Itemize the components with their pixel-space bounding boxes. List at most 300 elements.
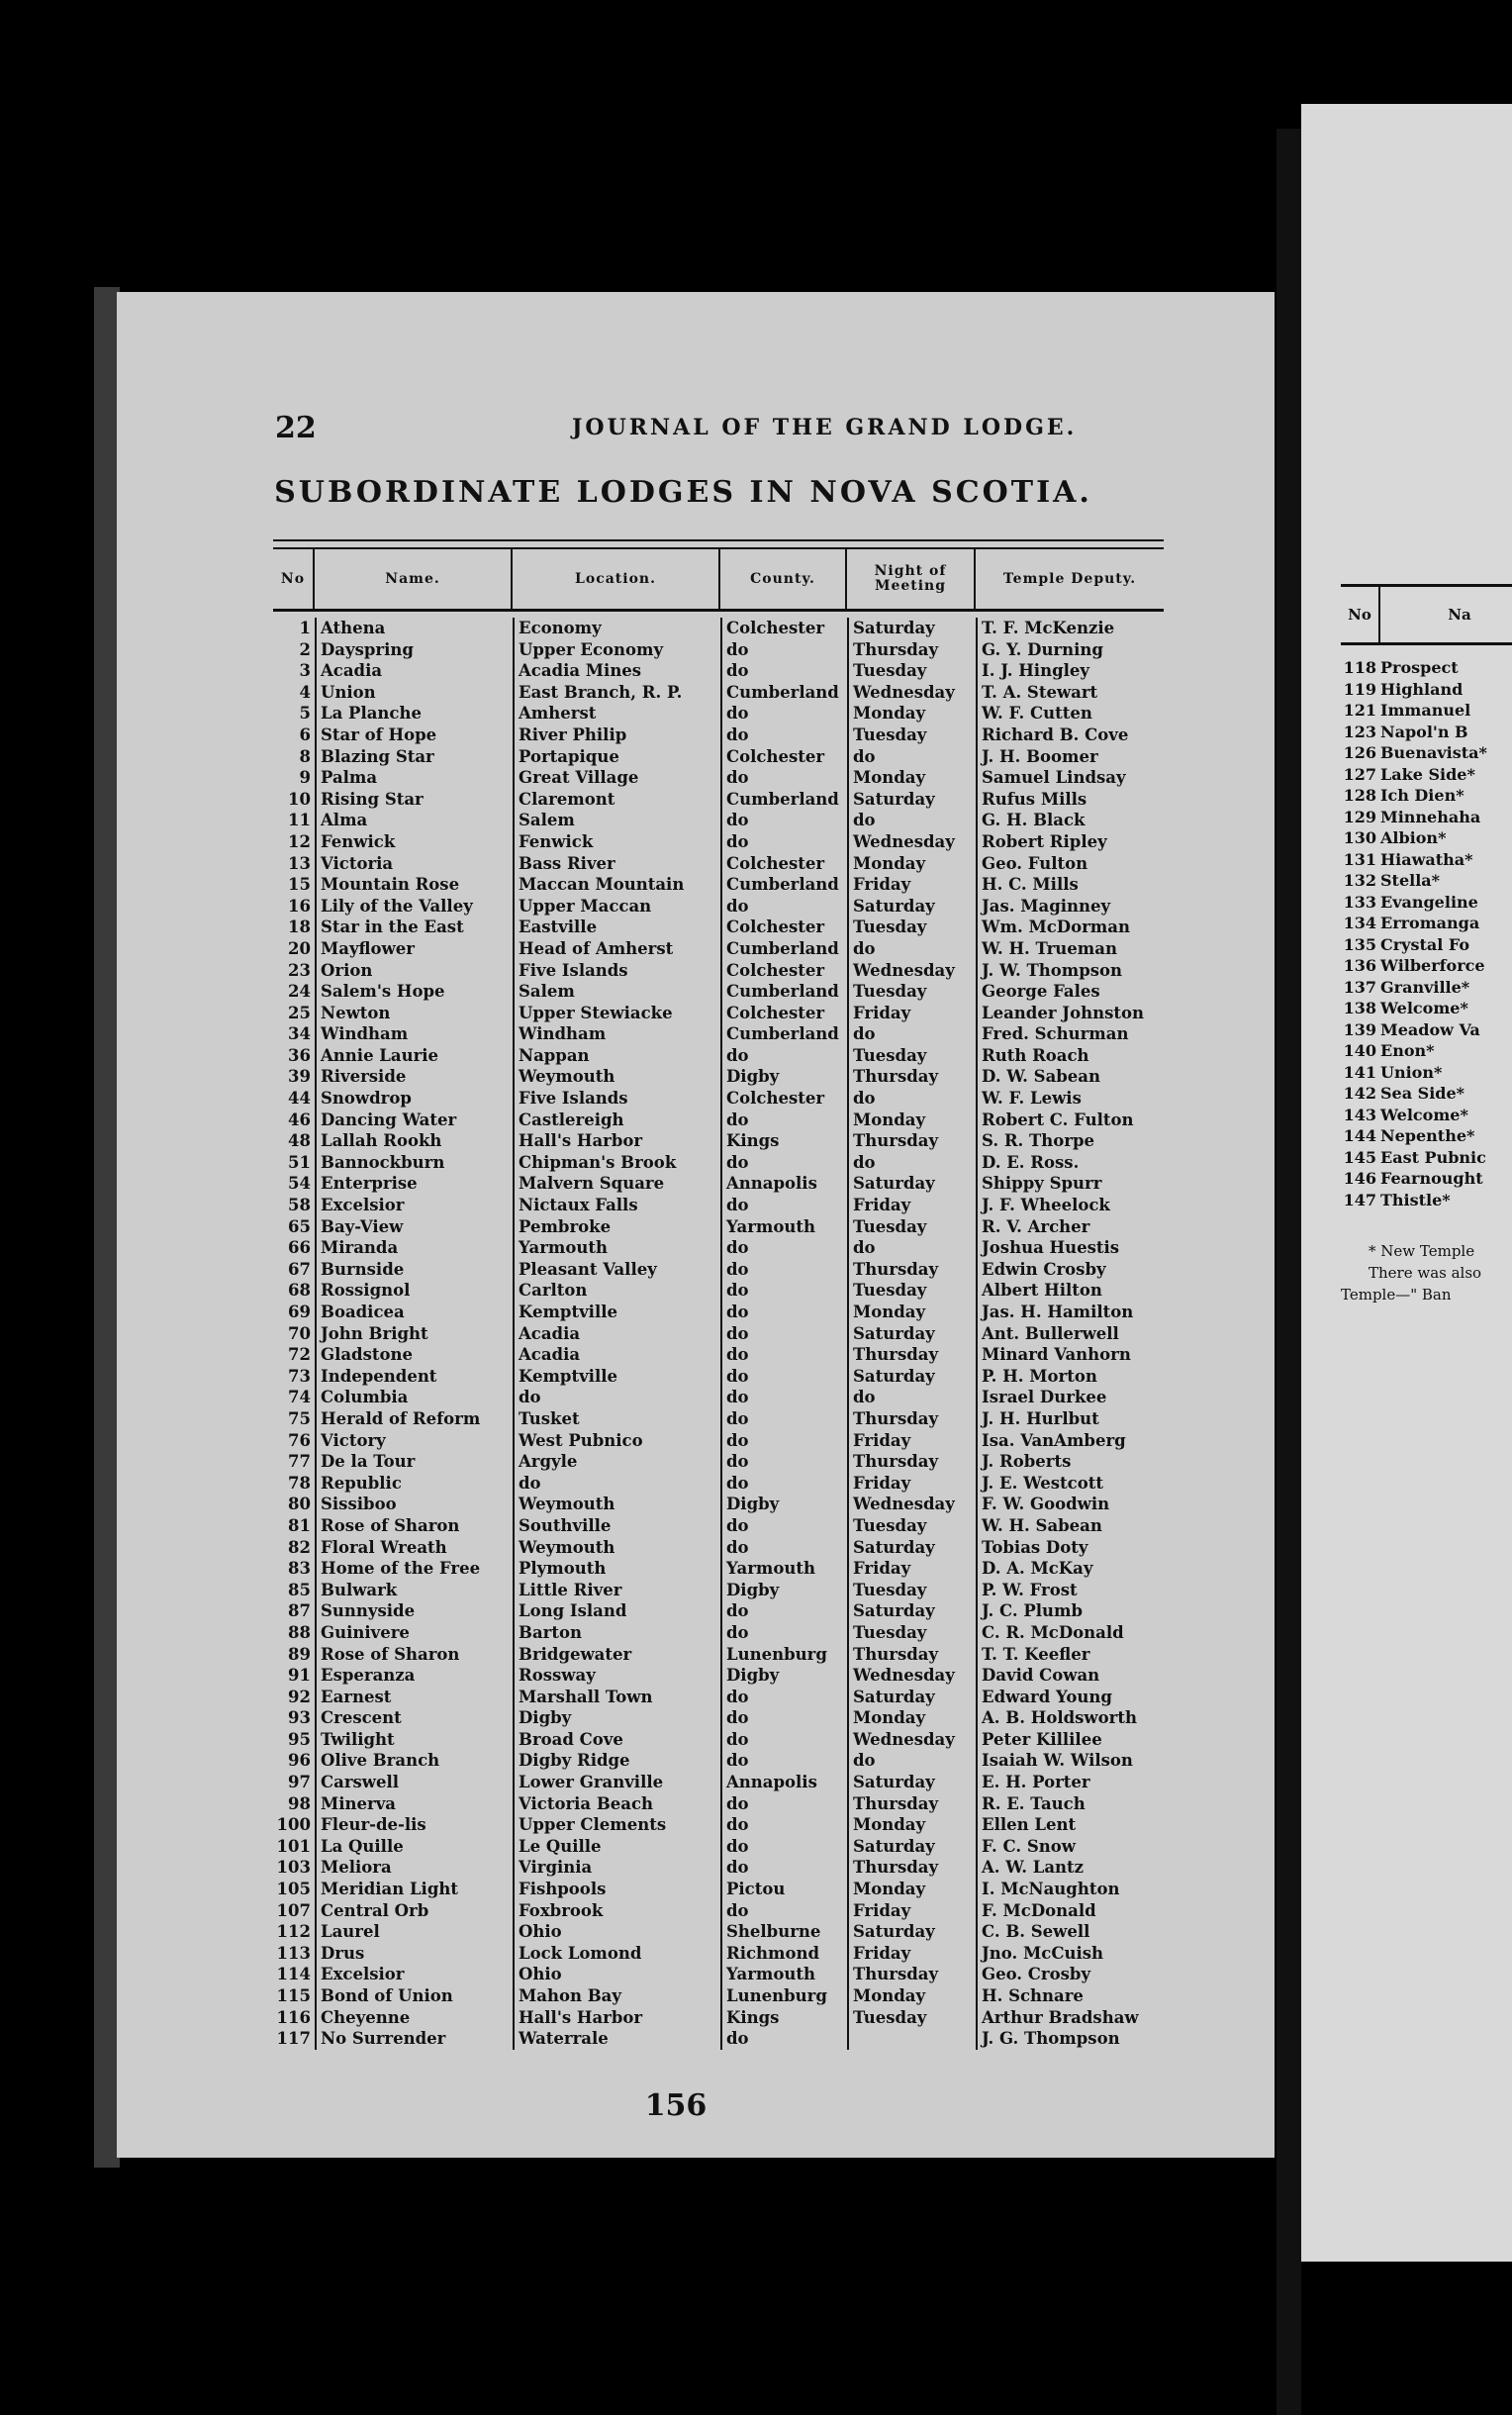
- facing-lodge-number: 127: [1343, 764, 1376, 784]
- meeting-night: Wednesday: [853, 1666, 955, 1686]
- lodge-number: 85: [288, 1580, 311, 1599]
- lodge-county: do: [726, 1515, 749, 1535]
- lodge-location: Pembroke: [519, 1216, 612, 1236]
- table-row: [273, 746, 1164, 768]
- column-divider: [847, 618, 849, 2050]
- lodge-name: Herald of Reform: [321, 1408, 481, 1428]
- lodge-location: Upper Economy: [519, 639, 664, 659]
- table-row: [273, 1302, 1164, 1323]
- facing-lodge-name: Crystal Fo: [1380, 934, 1470, 954]
- facing-lodge-number: 118: [1343, 658, 1376, 677]
- facing-lodge-number: 144: [1343, 1126, 1376, 1145]
- facing-lodge-name: Meadow Va: [1380, 1019, 1480, 1039]
- lodge-number: 44: [288, 1089, 311, 1109]
- lodge-county: do: [726, 1815, 749, 1835]
- facing-note: * New Temple: [1369, 1242, 1475, 1260]
- lodge-county: do: [726, 704, 749, 724]
- lodge-location: Upper Stewiacke: [519, 1003, 673, 1022]
- lodge-county: do: [726, 1366, 749, 1386]
- temple-deputy: Tobias Doty: [982, 1537, 1088, 1557]
- lodge-number: 54: [288, 1174, 311, 1194]
- table-row: [273, 767, 1164, 789]
- lodge-county: Kings: [726, 1131, 780, 1151]
- lodge-location: Rossway: [519, 1666, 596, 1686]
- lodge-location: Economy: [519, 619, 602, 637]
- lodge-county: Cumberland: [726, 875, 839, 895]
- lodge-location: Carlton: [519, 1281, 588, 1301]
- meeting-night: Saturday: [853, 1601, 935, 1621]
- facing-lodge-number: 131: [1343, 849, 1376, 869]
- lodge-location: Ohio: [519, 1922, 562, 1942]
- column-divider: [513, 618, 515, 2050]
- lodge-county: do: [726, 724, 749, 744]
- facing-header-name: Na: [1448, 606, 1471, 624]
- lodge-location: Weymouth: [519, 1067, 615, 1087]
- temple-deputy: David Cowan: [982, 1666, 1100, 1686]
- lodge-name: De la Tour: [321, 1452, 416, 1472]
- temple-deputy: E. H. Porter: [982, 1773, 1090, 1792]
- table-row: [273, 682, 1164, 704]
- lodge-name: Esperanza: [321, 1666, 416, 1686]
- table-row: [273, 1558, 1164, 1580]
- lodge-name: Carswell: [321, 1773, 400, 1792]
- lodge-name: Lily of the Valley: [321, 896, 473, 916]
- lodge-name: Rose of Sharon: [321, 1515, 460, 1535]
- lodge-county: Lunenburg: [726, 1986, 827, 2005]
- lodge-location: Argyle: [519, 1452, 578, 1472]
- facing-lodge-number: 138: [1343, 999, 1376, 1017]
- lodge-number: 83: [288, 1559, 311, 1579]
- lodge-location: Broad Cove: [519, 1729, 623, 1749]
- lodge-name: No Surrender: [321, 2029, 446, 2049]
- lodge-name: Mayflower: [321, 938, 415, 958]
- lodge-number: 13: [288, 853, 311, 873]
- facing-table-row: [1341, 1147, 1512, 1169]
- table-row: [273, 1451, 1164, 1473]
- lodge-number: 2: [299, 639, 311, 659]
- lodge-number: 9: [299, 768, 311, 788]
- meeting-night: Saturday: [853, 1773, 935, 1792]
- facing-table-row: [1341, 700, 1512, 722]
- facing-lodge-name: Prospect: [1380, 658, 1459, 677]
- temple-deputy: D. A. McKay: [982, 1559, 1093, 1579]
- facing-lodge-name: East Pubnic: [1380, 1147, 1486, 1167]
- table-row: [273, 660, 1164, 682]
- lodge-name: Gladstone: [321, 1345, 413, 1365]
- lodge-number: 116: [276, 2007, 311, 2027]
- lodge-number: 34: [288, 1024, 311, 1044]
- lodge-number: 78: [288, 1473, 311, 1493]
- lodge-county: Annapolis: [726, 1773, 817, 1792]
- lodge-name: Dayspring: [321, 639, 414, 659]
- table-row: [273, 1622, 1164, 1644]
- temple-deputy: D. W. Sabean: [982, 1067, 1100, 1087]
- lodge-number: 107: [276, 1900, 311, 1920]
- meeting-night: Tuesday: [853, 2007, 927, 2027]
- meeting-night: Thursday: [853, 1644, 939, 1664]
- lodge-number: 65: [288, 1216, 311, 1236]
- temple-deputy: J. G. Thompson: [982, 2029, 1120, 2049]
- lodge-name: Acadia: [321, 661, 383, 681]
- meeting-night: Monday: [853, 704, 926, 724]
- lodge-number: 36: [288, 1045, 311, 1065]
- facing-lodge-number: 146: [1343, 1169, 1376, 1188]
- lodge-number: 117: [276, 2029, 311, 2049]
- lodge-name: Cheyenne: [321, 2007, 411, 2027]
- page-number: 22: [275, 411, 317, 445]
- header-night: Night of Meeting: [847, 549, 976, 609]
- lodge-location: Long Island: [519, 1601, 627, 1621]
- running-title: JOURNAL OF THE GRAND LODGE.: [572, 415, 1078, 440]
- table-row: [273, 703, 1164, 724]
- table-row: [273, 1408, 1164, 1430]
- lodge-number: 68: [288, 1281, 311, 1301]
- table-row: [273, 831, 1164, 853]
- lodge-county: Digby: [726, 1580, 780, 1599]
- facing-table-row: [1341, 1105, 1512, 1126]
- facing-table-row: [1341, 934, 1512, 956]
- meeting-night: do: [853, 811, 876, 830]
- temple-deputy: A. W. Lantz: [982, 1858, 1085, 1878]
- table-row: [273, 1088, 1164, 1110]
- lodge-location: do: [519, 1473, 541, 1493]
- lodge-number: 16: [288, 896, 311, 916]
- lodge-number: 98: [288, 1793, 311, 1813]
- facing-lodge-name: Minnehaha: [1380, 807, 1481, 826]
- lodge-county: do: [726, 1836, 749, 1856]
- table-row: [273, 1857, 1164, 1879]
- lodge-name: Athena: [321, 619, 386, 637]
- lodge-number: 76: [288, 1430, 311, 1450]
- table-row: [273, 1580, 1164, 1601]
- lodge-location: Acadia Mines: [519, 661, 642, 681]
- facing-table-row: [1341, 977, 1512, 999]
- lodge-name: Burnside: [321, 1259, 405, 1279]
- lodge-number: 3: [299, 661, 311, 681]
- lodge-name: Star of Hope: [321, 724, 437, 744]
- lodge-location: Fishpools: [519, 1880, 607, 1899]
- meeting-night: Tuesday: [853, 918, 927, 937]
- lodge-county: Digby: [726, 1067, 780, 1087]
- facing-lodge-number: 121: [1343, 701, 1376, 720]
- temple-deputy: J. Roberts: [982, 1452, 1072, 1472]
- lodge-name: Riverside: [321, 1067, 407, 1087]
- lodge-number: 10: [288, 789, 311, 809]
- lodge-name: Blazing Star: [321, 746, 434, 766]
- facing-table-row: [1341, 955, 1512, 977]
- lodge-county: do: [726, 1281, 749, 1301]
- temple-deputy: A. B. Holdsworth: [982, 1708, 1137, 1728]
- temple-deputy: Edward Young: [982, 1687, 1112, 1706]
- table-top-rule: [273, 539, 1164, 549]
- table-row: [273, 639, 1164, 661]
- facing-table-row: [1341, 892, 1512, 914]
- meeting-night: do: [853, 1024, 876, 1044]
- temple-deputy: T. T. Keefler: [982, 1644, 1090, 1664]
- temple-deputy: R. E. Tauch: [982, 1793, 1086, 1813]
- meeting-night: Saturday: [853, 1687, 935, 1706]
- meeting-night: Saturday: [853, 1537, 935, 1557]
- facing-table: [1341, 584, 1512, 1305]
- lodge-location: Castlereigh: [519, 1110, 624, 1129]
- lodge-number: 70: [288, 1323, 311, 1343]
- facing-lodge-number: 141: [1343, 1062, 1376, 1082]
- meeting-night: Monday: [853, 768, 926, 788]
- table-row: [273, 1195, 1164, 1216]
- table-row: [273, 1216, 1164, 1238]
- lodge-county: do: [726, 1323, 749, 1343]
- lodge-location: Nappan: [519, 1045, 590, 1065]
- temple-deputy: T. F. McKenzie: [982, 619, 1115, 637]
- table-row: [273, 1045, 1164, 1067]
- meeting-night: Friday: [853, 1430, 911, 1450]
- facing-table-row: [1341, 1168, 1512, 1190]
- facing-table-row: [1341, 1125, 1512, 1147]
- table-row: [273, 917, 1164, 938]
- lodge-name: Twilight: [321, 1729, 395, 1749]
- meeting-night: do: [853, 938, 876, 958]
- lodge-name: Sunnyside: [321, 1601, 416, 1621]
- meeting-night: Tuesday: [853, 1281, 927, 1301]
- lodge-county: Cumberland: [726, 1024, 839, 1044]
- header-location: Location.: [513, 549, 720, 609]
- meeting-night: Wednesday: [853, 1495, 955, 1514]
- facing-lodge-number: 126: [1343, 743, 1376, 762]
- page-header: [275, 411, 1087, 450]
- table-row: [273, 1130, 1164, 1152]
- table-row: [273, 1750, 1164, 1772]
- facing-lodge-number: 128: [1343, 786, 1376, 805]
- lodge-number: 72: [288, 1345, 311, 1365]
- table-row: [273, 1344, 1164, 1366]
- meeting-night: Monday: [853, 853, 926, 873]
- facing-lodge-number: 139: [1343, 1019, 1376, 1039]
- facing-lodge-name: Buenavista*: [1380, 743, 1487, 762]
- lodge-name: Laurel: [321, 1922, 380, 1942]
- lodge-number: 80: [288, 1495, 311, 1514]
- lodge-name: Earnest: [321, 1687, 392, 1706]
- lodge-county: do: [726, 811, 749, 830]
- lodge-location: Tusket: [519, 1408, 580, 1428]
- facing-table-row: [1341, 785, 1512, 807]
- facing-lodge-number: 129: [1343, 807, 1376, 826]
- facing-lodge-name: Erromanga: [1380, 914, 1480, 932]
- table-row: [273, 2007, 1164, 2029]
- meeting-night: Thursday: [853, 1793, 939, 1813]
- table-title: SUBORDINATE LODGES IN NOVA SCOTIA.: [274, 475, 1092, 510]
- lodge-name: Republic: [321, 1473, 402, 1493]
- meeting-night: do: [853, 1751, 876, 1771]
- facing-lodge-name: Welcome*: [1380, 1105, 1468, 1124]
- table-row: [273, 938, 1164, 960]
- lodge-county: do: [726, 1473, 749, 1493]
- meeting-night: Wednesday: [853, 1729, 955, 1749]
- lodge-location: Waterrale: [519, 2029, 609, 2049]
- lodge-location: Windham: [519, 1024, 607, 1044]
- lodge-county: do: [726, 661, 749, 681]
- temple-deputy: Rufus Mills: [982, 789, 1087, 809]
- meeting-night: Saturday: [853, 1836, 935, 1856]
- meeting-night: do: [853, 1152, 876, 1172]
- lodge-county: do: [726, 1452, 749, 1472]
- lodge-county: do: [726, 639, 749, 659]
- lodge-name: Olive Branch: [321, 1751, 440, 1771]
- facing-table-row: [1341, 1019, 1512, 1041]
- temple-deputy: S. R. Thorpe: [982, 1131, 1095, 1151]
- lodge-name: Bulwark: [321, 1580, 398, 1599]
- facing-table-row: [1341, 657, 1512, 679]
- facing-lodge-name: Thistle*: [1380, 1190, 1451, 1209]
- lodge-county: Colchester: [726, 853, 825, 873]
- lodge-county: do: [726, 1858, 749, 1878]
- facing-lodge-number: 147: [1343, 1190, 1376, 1209]
- table-row: [273, 1836, 1164, 1858]
- lodge-name: Crescent: [321, 1708, 402, 1728]
- header-deputy: Temple Deputy.: [1002, 570, 1137, 587]
- table-row: [273, 1729, 1164, 1751]
- lodge-number: 8: [299, 746, 311, 766]
- table-row: [273, 1237, 1164, 1259]
- table-row: [273, 1921, 1164, 1943]
- table-row: [273, 1259, 1164, 1281]
- lodge-number: 24: [288, 982, 311, 1002]
- lodge-number: 95: [288, 1729, 311, 1749]
- facing-lodge-number: 133: [1343, 892, 1376, 912]
- meeting-night: Monday: [853, 1880, 926, 1899]
- header-county: County.: [720, 549, 847, 609]
- meeting-night: Tuesday: [853, 724, 927, 744]
- lodge-location: Kemptville: [519, 1303, 617, 1321]
- temple-deputy: Albert Hilton: [982, 1281, 1102, 1301]
- lodge-name: Salem's Hope: [321, 982, 445, 1002]
- lodge-name: Columbia: [321, 1388, 409, 1407]
- meeting-night: Thursday: [853, 1067, 939, 1087]
- table-row: [273, 1600, 1164, 1622]
- meeting-night: Tuesday: [853, 661, 927, 681]
- lodge-number: 77: [288, 1452, 311, 1472]
- lodge-name: Bay-View: [321, 1216, 404, 1236]
- lodge-county: Colchester: [726, 960, 825, 980]
- meeting-night: Friday: [853, 1003, 911, 1022]
- facing-table-row: [1341, 679, 1512, 701]
- lodge-location: Le Quille: [519, 1836, 602, 1856]
- temple-deputy: F. C. Snow: [982, 1836, 1076, 1856]
- lodge-number: 23: [288, 960, 311, 980]
- facing-lodge-name: Lake Side*: [1380, 764, 1475, 784]
- meeting-night: Friday: [853, 1943, 911, 1963]
- lodge-name: Boadicea: [321, 1303, 405, 1321]
- lodge-county: do: [726, 1196, 749, 1215]
- table-row: [273, 618, 1164, 639]
- lodge-number: 91: [288, 1666, 311, 1686]
- lodge-number: 96: [288, 1751, 311, 1771]
- page-gap: [1276, 129, 1301, 2415]
- temple-deputy: J. E. Westcott: [982, 1473, 1103, 1493]
- lodge-location: River Philip: [519, 724, 627, 744]
- table-row: [273, 1280, 1164, 1302]
- lodge-county: do: [726, 1793, 749, 1813]
- lodge-name: Alma: [321, 811, 368, 830]
- temple-deputy: Arthur Bradshaw: [982, 2007, 1139, 2027]
- meeting-night: do: [853, 746, 876, 766]
- meeting-night: Tuesday: [853, 1045, 927, 1065]
- lodge-county: do: [726, 1622, 749, 1642]
- lodge-name: Bannockburn: [321, 1152, 445, 1172]
- temple-deputy: Peter Killilee: [982, 1729, 1102, 1749]
- lodge-name: Star in the East: [321, 918, 464, 937]
- table-row: [273, 1793, 1164, 1815]
- lodge-name: Snowdrop: [321, 1089, 412, 1109]
- temple-deputy: P. H. Morton: [982, 1366, 1097, 1386]
- facing-lodge-number: 134: [1343, 914, 1376, 932]
- lodge-number: 75: [288, 1408, 311, 1428]
- temple-deputy: George Fales: [982, 982, 1100, 1002]
- lodge-location: Victoria Beach: [519, 1793, 654, 1813]
- lodge-county: Digby: [726, 1666, 780, 1686]
- lodge-name: Meliora: [321, 1858, 392, 1878]
- meeting-night: [847, 2028, 976, 2050]
- column-divider: [976, 618, 978, 2050]
- lodge-location: Digby: [519, 1708, 572, 1728]
- temple-deputy: G. Y. Durning: [982, 639, 1103, 659]
- lodge-county: do: [726, 896, 749, 916]
- lodge-name: Miranda: [321, 1238, 399, 1258]
- facing-lodge-name: Granville*: [1380, 977, 1470, 997]
- lodge-county: do: [726, 1729, 749, 1749]
- lodge-name: Independent: [321, 1366, 437, 1386]
- temple-deputy: Geo. Fulton: [982, 853, 1088, 873]
- lodge-county: do: [726, 1537, 749, 1557]
- meeting-night: Thursday: [853, 1452, 939, 1472]
- table-row: [273, 724, 1164, 746]
- lodge-county: do: [726, 1687, 749, 1706]
- temple-deputy: F. McDonald: [982, 1900, 1096, 1920]
- temple-deputy: Jno. McCuish: [982, 1943, 1104, 1963]
- lodge-number: 5: [299, 704, 311, 724]
- facing-table-row: [1341, 764, 1512, 786]
- table-header: [273, 549, 1164, 612]
- temple-deputy: Geo. Crosby: [982, 1965, 1091, 1984]
- facing-table-row: [1341, 1062, 1512, 1084]
- lodge-county: do: [726, 831, 749, 851]
- lodge-location: Weymouth: [519, 1537, 615, 1557]
- lodge-name: Palma: [321, 768, 378, 788]
- table-row: [273, 1943, 1164, 1965]
- lodge-county: Colchester: [726, 746, 825, 766]
- meeting-night: Thursday: [853, 1259, 939, 1279]
- temple-deputy: Fred. Schurman: [982, 1024, 1129, 1044]
- lodge-county: Cumberland: [726, 682, 839, 702]
- temple-deputy: Israel Durkee: [982, 1388, 1107, 1407]
- document-page: [117, 292, 1275, 2158]
- lodge-county: Colchester: [726, 1089, 825, 1109]
- lodge-number: 100: [276, 1815, 311, 1835]
- lodge-county: Cumberland: [726, 982, 839, 1002]
- table-row: [273, 874, 1164, 896]
- lodge-number: 93: [288, 1708, 311, 1728]
- lodge-number: 51: [288, 1152, 311, 1172]
- lodge-county: Cumberland: [726, 789, 839, 809]
- lodge-location: Southville: [519, 1515, 612, 1535]
- lodge-number: 69: [288, 1303, 311, 1321]
- lodge-number: 115: [276, 1986, 311, 2005]
- lodge-county: Yarmouth: [726, 1216, 815, 1236]
- facing-header-no: No: [1341, 587, 1380, 642]
- meeting-night: Saturday: [853, 789, 935, 809]
- meeting-night: Saturday: [853, 619, 935, 637]
- temple-deputy: Jas. Maginney: [982, 896, 1111, 916]
- facing-table-row: [1341, 998, 1512, 1019]
